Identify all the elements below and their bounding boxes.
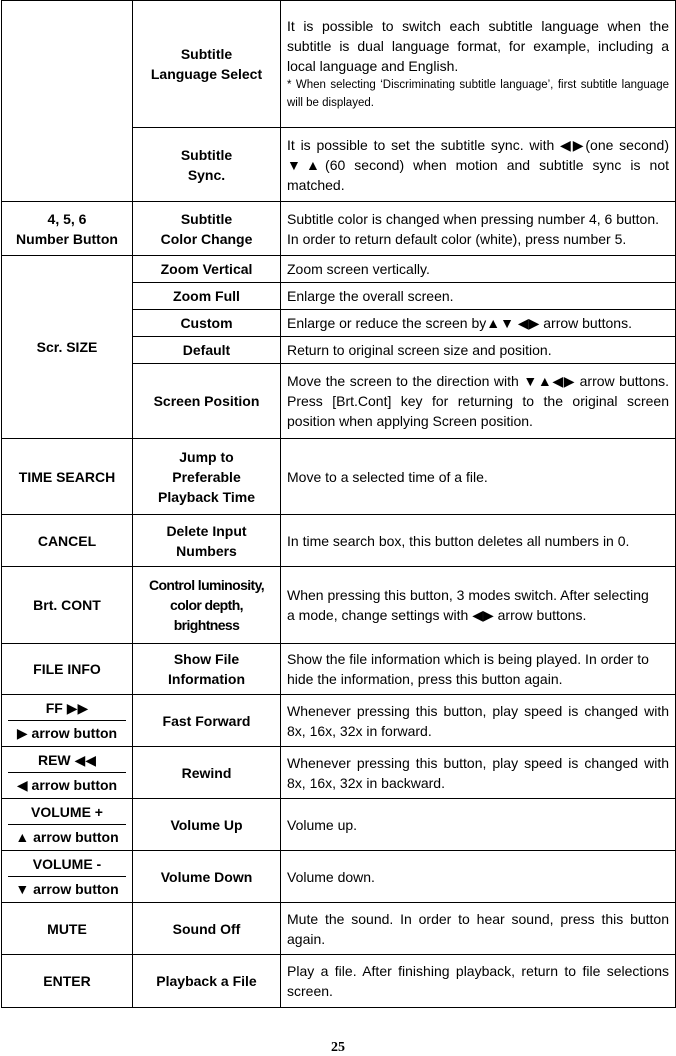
page-number: 25: [331, 1040, 345, 1055]
description-fast-forward: Whenever pressing this button, play speed is changed with 8x, 16x, 32x in forward.: [281, 695, 676, 747]
function-fast-forward: Fast Forward: [133, 695, 281, 747]
description-cancel: In time search box, this button deletes all numbers in 0.: [281, 515, 676, 567]
description-subtitle-color-change: Subtitle color is changed when pressing number 4, 6 button. In order to return default color (white), press number 5.: [281, 202, 676, 256]
key-volume-down: VOLUME - ▼ arrow button: [2, 851, 133, 903]
description-file-info: Show the file information which is being played. In order to hide the information, press this button again.: [281, 644, 676, 695]
function-rewind: Rewind: [133, 747, 281, 799]
function-subtitle-color-change: Subtitle Color Change: [133, 202, 281, 256]
description-subtitle-sync: It is possible to set the subtitle sync. with ◀▶(one second) ▼▲(60 second) when motion and subtitle sync is not matched.: [281, 128, 676, 202]
function-default: Default: [133, 337, 281, 364]
key-volume-up: VOLUME + ▲ arrow button: [2, 799, 133, 851]
key-ff: FF ▶▶ ▶ arrow button: [2, 695, 133, 747]
description-zoom-full: Enlarge the overall screen.: [281, 283, 676, 310]
function-jump-to-playback-time: Jump to Preferable Playback Time: [133, 439, 281, 515]
table-row: [2, 439, 676, 515]
function-control-luminosity: Control luminosity, color depth, brightness: [133, 567, 281, 644]
key-scr-size: Scr. SIZE: [2, 256, 133, 439]
description-brt-cont: When pressing this button, 3 modes switch. After selecting a mode, change settings with ◀▶ arrow buttons.: [281, 567, 676, 644]
table-row: [2, 256, 676, 283]
key-enter: ENTER: [2, 955, 133, 1008]
table-row: [2, 567, 676, 644]
table-row: [2, 695, 676, 747]
function-delete-input-numbers: Delete Input Numbers: [133, 515, 281, 567]
table-row: [2, 202, 676, 256]
table-row: [2, 799, 676, 851]
function-subtitle-language-select: Subtitle Language Select: [133, 1, 281, 128]
function-zoom-full: Zoom Full: [133, 283, 281, 310]
key-time-search: TIME SEARCH: [2, 439, 133, 515]
note-text: * When selecting ‘Discriminating subtitle language’, first subtitle language will be displayed.: [287, 79, 669, 109]
description-subtitle-language-select: It is possible to switch each subtitle language when the subtitle is dual language format, for example, including a local language and English. * When selecting ‘Discriminating subtitle language’, first subtitle language will be displayed.: [281, 1, 676, 128]
function-custom: Custom: [133, 310, 281, 337]
description-custom: Enlarge or reduce the screen by▲▼ ◀▶ arrow buttons.: [281, 310, 676, 337]
function-zoom-vertical: Zoom Vertical: [133, 256, 281, 283]
key-cancel: CANCEL: [2, 515, 133, 567]
key-file-info: FILE INFO: [2, 644, 133, 695]
key-brt-cont: Brt. CONT: [2, 567, 133, 644]
table-row: [2, 1, 676, 128]
table-row: [2, 515, 676, 567]
key-number-button: 4, 5, 6 Number Button: [2, 202, 133, 256]
function-screen-position: Screen Position: [133, 364, 281, 439]
description-enter: Play a file. After finishing playback, return to file selections screen.: [281, 955, 676, 1008]
description-rewind: Whenever pressing this button, play speed is changed with 8x, 16x, 32x in backward.: [281, 747, 676, 799]
description-default: Return to original screen size and position.: [281, 337, 676, 364]
table-row: [2, 851, 676, 903]
function-sound-off: Sound Off: [133, 903, 281, 955]
description-volume-up: Volume up.: [281, 799, 676, 851]
key-mute: MUTE: [2, 903, 133, 955]
function-show-file-information: Show File Information: [133, 644, 281, 695]
remote-function-table: [1, 0, 676, 1008]
description-mute: Mute the sound. In order to hear sound, press this button again.: [281, 903, 676, 955]
table-row: [2, 955, 676, 1008]
key-rew: REW ◀◀ ◀ arrow button: [2, 747, 133, 799]
function-playback-a-file: Playback a File: [133, 955, 281, 1008]
description-screen-position: Move the screen to the direction with ▼▲◀▶ arrow buttons. Press [Brt.Cont] key for returning to the original screen position when applying Screen position.: [281, 364, 676, 439]
function-volume-down: Volume Down: [133, 851, 281, 903]
table-row: [2, 644, 676, 695]
description-zoom-vertical: Zoom screen vertically.: [281, 256, 676, 283]
function-volume-up: Volume Up: [133, 799, 281, 851]
table-row: [2, 747, 676, 799]
description-time-search: Move to a selected time of a file.: [281, 439, 676, 515]
key-cell-empty: [2, 1, 133, 202]
function-subtitle-sync: Subtitle Sync.: [133, 128, 281, 202]
description-volume-down: Volume down.: [281, 851, 676, 903]
table-row: [2, 903, 676, 955]
